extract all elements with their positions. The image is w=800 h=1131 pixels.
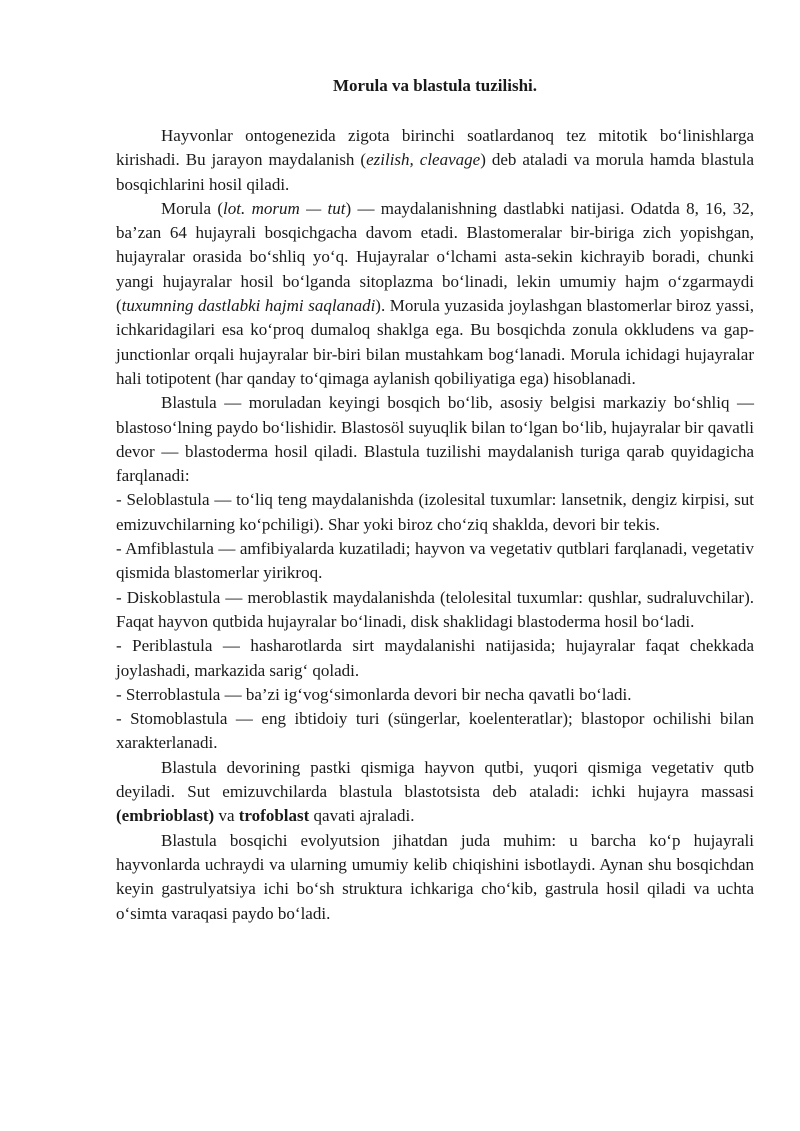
paragraph-morula (116, 197, 754, 391)
paragraph-blastula-poles (116, 756, 754, 829)
paragraph-morula-text-c: ). Morula yuzasida joylashgan blastomerlar biroz yassi, ichkaridagilari esa ko‘proq dumaloq shaklga ega. Bu bosqichda zonula okkludens va gap-junctionlar orqali hujayralar bir-biri bilan mustahkam bog‘lanadi. Morula ichidagi hujayralar hali totipotent (har qanday to‘qimaga aylanish qobiliyatiga ega) hisoblanadi. (116, 296, 754, 388)
paragraph-intro-text-a: Hayvonlar ontogenezida zigota birinchi soatlardanoq tez mitotik bo‘linishlarga kirishadi. Bu jarayon maydalanish ( (116, 126, 754, 170)
list-item-periblastula: - Periblastula — hasharotlarda sirt maydalanishi natijasida; hujayralar faqat chekkada joylashadi, markazida sarig‘ qoladi. (116, 636, 754, 680)
paragraph-poles-text-a: Blastula devorining pastki qismiga hayvon qutbi, yuqori qismiga vegetativ qutb deyiladi. Sut emizuvchilarda blastula blastotsista deb ataladi: ichki hujayra massasi (116, 757, 754, 802)
paragraph-morula-italic-etymology: lot. morum — tut (223, 198, 346, 218)
paragraph-morula-text-a: Morula ( (161, 198, 224, 218)
document-title: Morula va blastula tuzilishi. (332, 76, 538, 95)
paragraph-evolution: Blastula bosqichi evolyutsion jihatdan juda muhim: u barcha ko‘p hujayrali hayvonlarda uchraydi va ularning umumiy kelib chiqishini isbotlaydi. Aynan shu bosqichdan keyin gastrulyatsiya ichi bo‘sh struktura ichkariga cho‘kib, gastrula hosil qiladi va uchta o‘simta varaqasi paydo bo‘ladi. (116, 830, 754, 923)
paragraph-intro (116, 124, 754, 197)
paragraph-poles-bold-trofoblast: trofoblast (238, 806, 310, 826)
paragraph-morula-italic-volume: tuxumning dastlabki hajmi saqlanadi (121, 296, 376, 316)
paragraph-intro-text-b: ) deb ataladi va morula hamda blastula bosqichlarini hosil qiladi. (116, 150, 755, 194)
list-item-diskoblastula: - Diskoblastula — meroblastik maydalanishda (telolesital tuxumlar: qushlar, sudraluvchilar). Faqat hayvon qutbida hujayralar bo‘linadi, disk shaklidagi blastoderma hosil bo‘ladi. (116, 587, 754, 631)
paragraph-blastula: Blastula — moruladan keyingi bosqich bo‘lib, asosiy belgisi markaziy bo‘shliq — blastoso‘lning paydo bo‘lishidir. Blastosöl suyuqlik bilan to‘lgan bo‘lib, hujayralar bir qavatli devor — blastoderma hosil qiladi. Blastula tuzilishi maydalanish turiga qarab quyidagicha farqlanadi: (116, 393, 754, 486)
list-item-seloblastula: - Seloblastula — to‘liq teng maydalanishda (izolesital tuxumlar: lansetnik, dengiz kirpisi, sut emizuvchilarning ko‘pchiligi). Shar yoki biroz cho‘ziq shaklda, devori bir tekis. (116, 490, 754, 534)
list-item-stomoblastula: - Stomoblastula — eng ibtidoiy turi (süngerlar, koelenteratlar); blastopor ochilishi bilan xarakterlanadi. (116, 709, 754, 753)
paragraph-poles-text-c: qavati ajraladi. (309, 806, 415, 826)
document-page (116, 72, 754, 926)
paragraph-poles-bold-embrioblast: (embrioblast) (116, 806, 215, 826)
paragraph-intro-italic: ezilish, cleavage (366, 150, 481, 170)
paragraph-poles-text-b: va (214, 806, 239, 826)
list-item-sterroblastula: - Sterroblastula — ba’zi ig‘vog‘simonlarda devori bir necha qavatli bo‘ladi. (116, 684, 632, 704)
list-item-amfiblastula: - Amfiblastula — amfibiyalarda kuzatiladi; hayvon va vegetativ qutblari farqlanadi, vegetativ qismida blastomerlar yirikroq. (116, 539, 754, 583)
paragraph-morula-text-b: ) — maydalanishning dastlabki natijasi. Odatda 8, 16, 32, ba’zan 64 hujayrali bosqichgacha davom etadi. Blastomeralar bir-biriga zich yopishgan, hujayralar orasida bo‘shliq yo‘q. Hujayralar o‘lchami asta-sekin kichrayib boradi, chunki yangi hujayralar hosil bo‘lganda sitoplazma bo‘linadi, lekin umumiy hajm o‘zgarmaydi ( (116, 198, 754, 316)
